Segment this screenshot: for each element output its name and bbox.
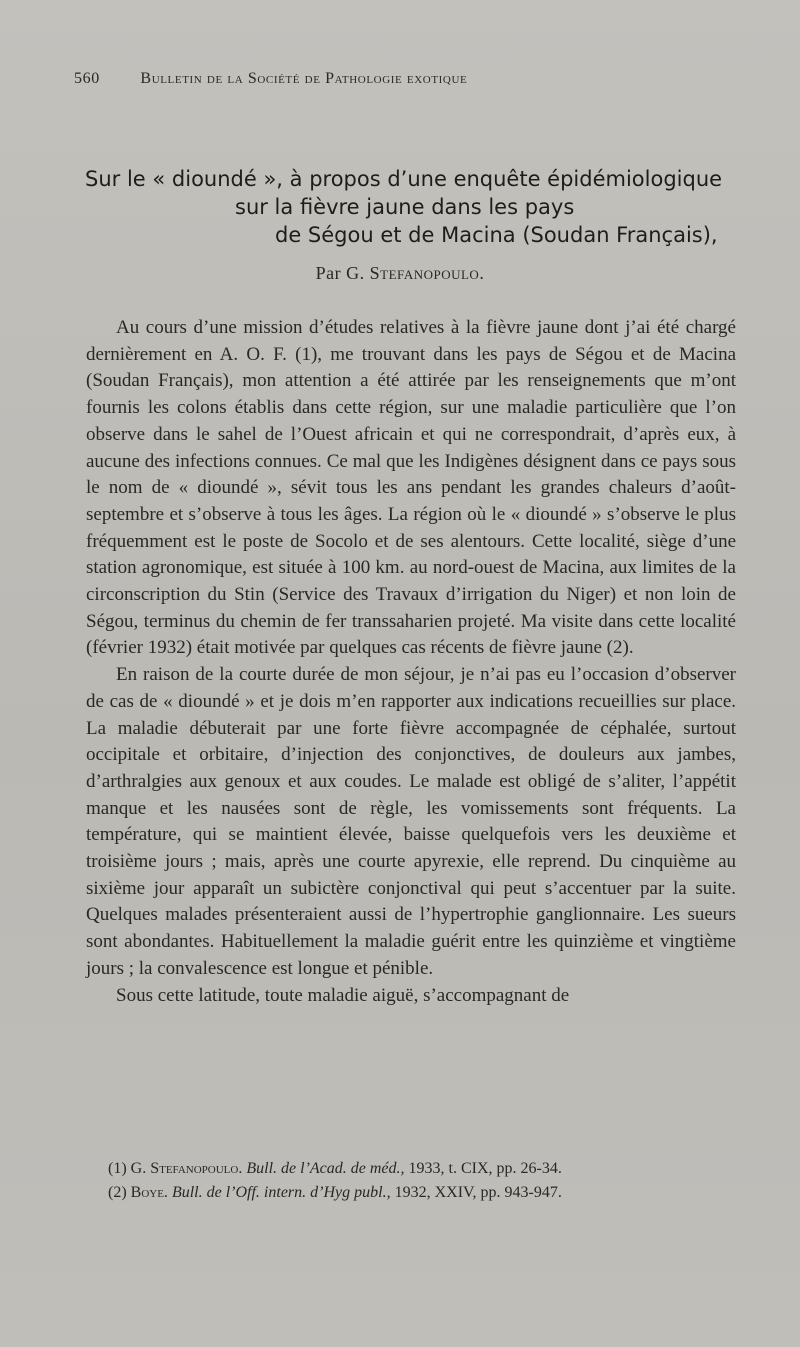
article-title <box>85 165 735 249</box>
title-line-1: Sur le « dioundé », à propos d’une enquête épidémiologique <box>85 167 723 191</box>
author-name: Stefanopoulo. <box>369 263 485 283</box>
footnotes <box>108 1157 748 1205</box>
paragraph-3: Sous cette latitude, toute maladie aiguë, s’accompagnant de <box>116 984 570 1006</box>
page-number: 560 <box>74 70 100 87</box>
footnote-journal: Bull. de l’Acad. de méd., <box>246 1160 405 1177</box>
paragraph-2: En raison de la courte durée de mon séjour, je n’ai pas eu l’occasion d’observer de cas de « dioundé » et je dois m’en rapporter aux indications recueillies sur place. La maladie débuterait par une forte fièvre accompagnée de céphalée, surtout occipitale et orbitaire, d’injection des conjonctives, de douleurs aux jambes, d’arthralgies aux genoux et aux coudes. Le malade est obligé de s’aliter, l’appétit manque et les nausées sont de règle, les vomissements sont fréquents. La température, qui se maintient élevée, baisse quelquefois vers les deuxième et troisième jours ; mais, après une courte apyrexie, elle reprend. Du cinquième au sixième jour apparaît un subictère conjonctival qui peut s’accentuer par la suite. Quelques malades présenteraient aussi de l’hypertrophie ganglionnaire. Les sueurs sont abondantes. Habituellement la maladie guérit entre les quinzième et vingtième jours ; la convalescence est longue et pénible. <box>86 664 736 979</box>
footnote-author: Boye. <box>130 1184 168 1201</box>
author-byline <box>0 263 800 284</box>
footnote-2 <box>108 1181 748 1205</box>
article-body <box>86 315 736 1009</box>
footnote-author: G. Stefanopoulo. <box>130 1160 243 1177</box>
footnote-marker: (1) <box>108 1160 127 1177</box>
title-line-2: sur la fièvre jaune dans les pays <box>235 195 575 219</box>
footnote-journal: Bull. de l’Off. intern. d’Hyg publ., <box>171 1184 391 1201</box>
author-prefix: Par G. <box>315 263 365 283</box>
running-header <box>74 70 760 88</box>
footnote-marker: (2) <box>108 1184 127 1201</box>
footnote-details: 1932, XXIV, pp. 943-947. <box>394 1184 562 1201</box>
footnote-details: 1933, t. CIX, pp. 26-34. <box>408 1160 562 1177</box>
paragraph-1: Au cours d’une mission d’études relatives à la fièvre jaune dont j’ai été chargé dernièrement en A. O. F. (1), me trouvant dans les pays de Ségou et de Macina (Soudan Français), mon attention a été attirée par les renseignements que m’ont fournis les colons établis dans cette région, sur une maladie particulière que l’on observe dans le sahel de l’Ouest africain et qui ne correspondrait, d’après eux, à aucune des infections connues. Ce mal que les Indigènes désignent dans ce pays sous le nom de « dioundé », sévit tous les ans pendant les grandes chaleurs d’août-septembre et s’observe à tous les âges. La région où le « dioundé » s’observe le plus fréquemment est le poste de Socolo et de ses alentours. Cette localité, siège d’une station agronomique, est située à 100 km. au nord-ouest de Macina, aux limites de la circonscription du Stin (Service des Travaux d’irrigation du Niger) et non loin de Ségou, terminus du chemin de fer transsaharien projeté. Ma visite dans cette localité (février 1932) était motivée par quelques cas récents de fièvre jaune (2). <box>86 317 736 659</box>
journal-title: Bulletin de la Société de Pathologie exotique <box>140 70 468 87</box>
title-line-3: de Ségou et de Macina (Soudan Français), <box>275 223 718 247</box>
footnote-1 <box>108 1157 748 1181</box>
